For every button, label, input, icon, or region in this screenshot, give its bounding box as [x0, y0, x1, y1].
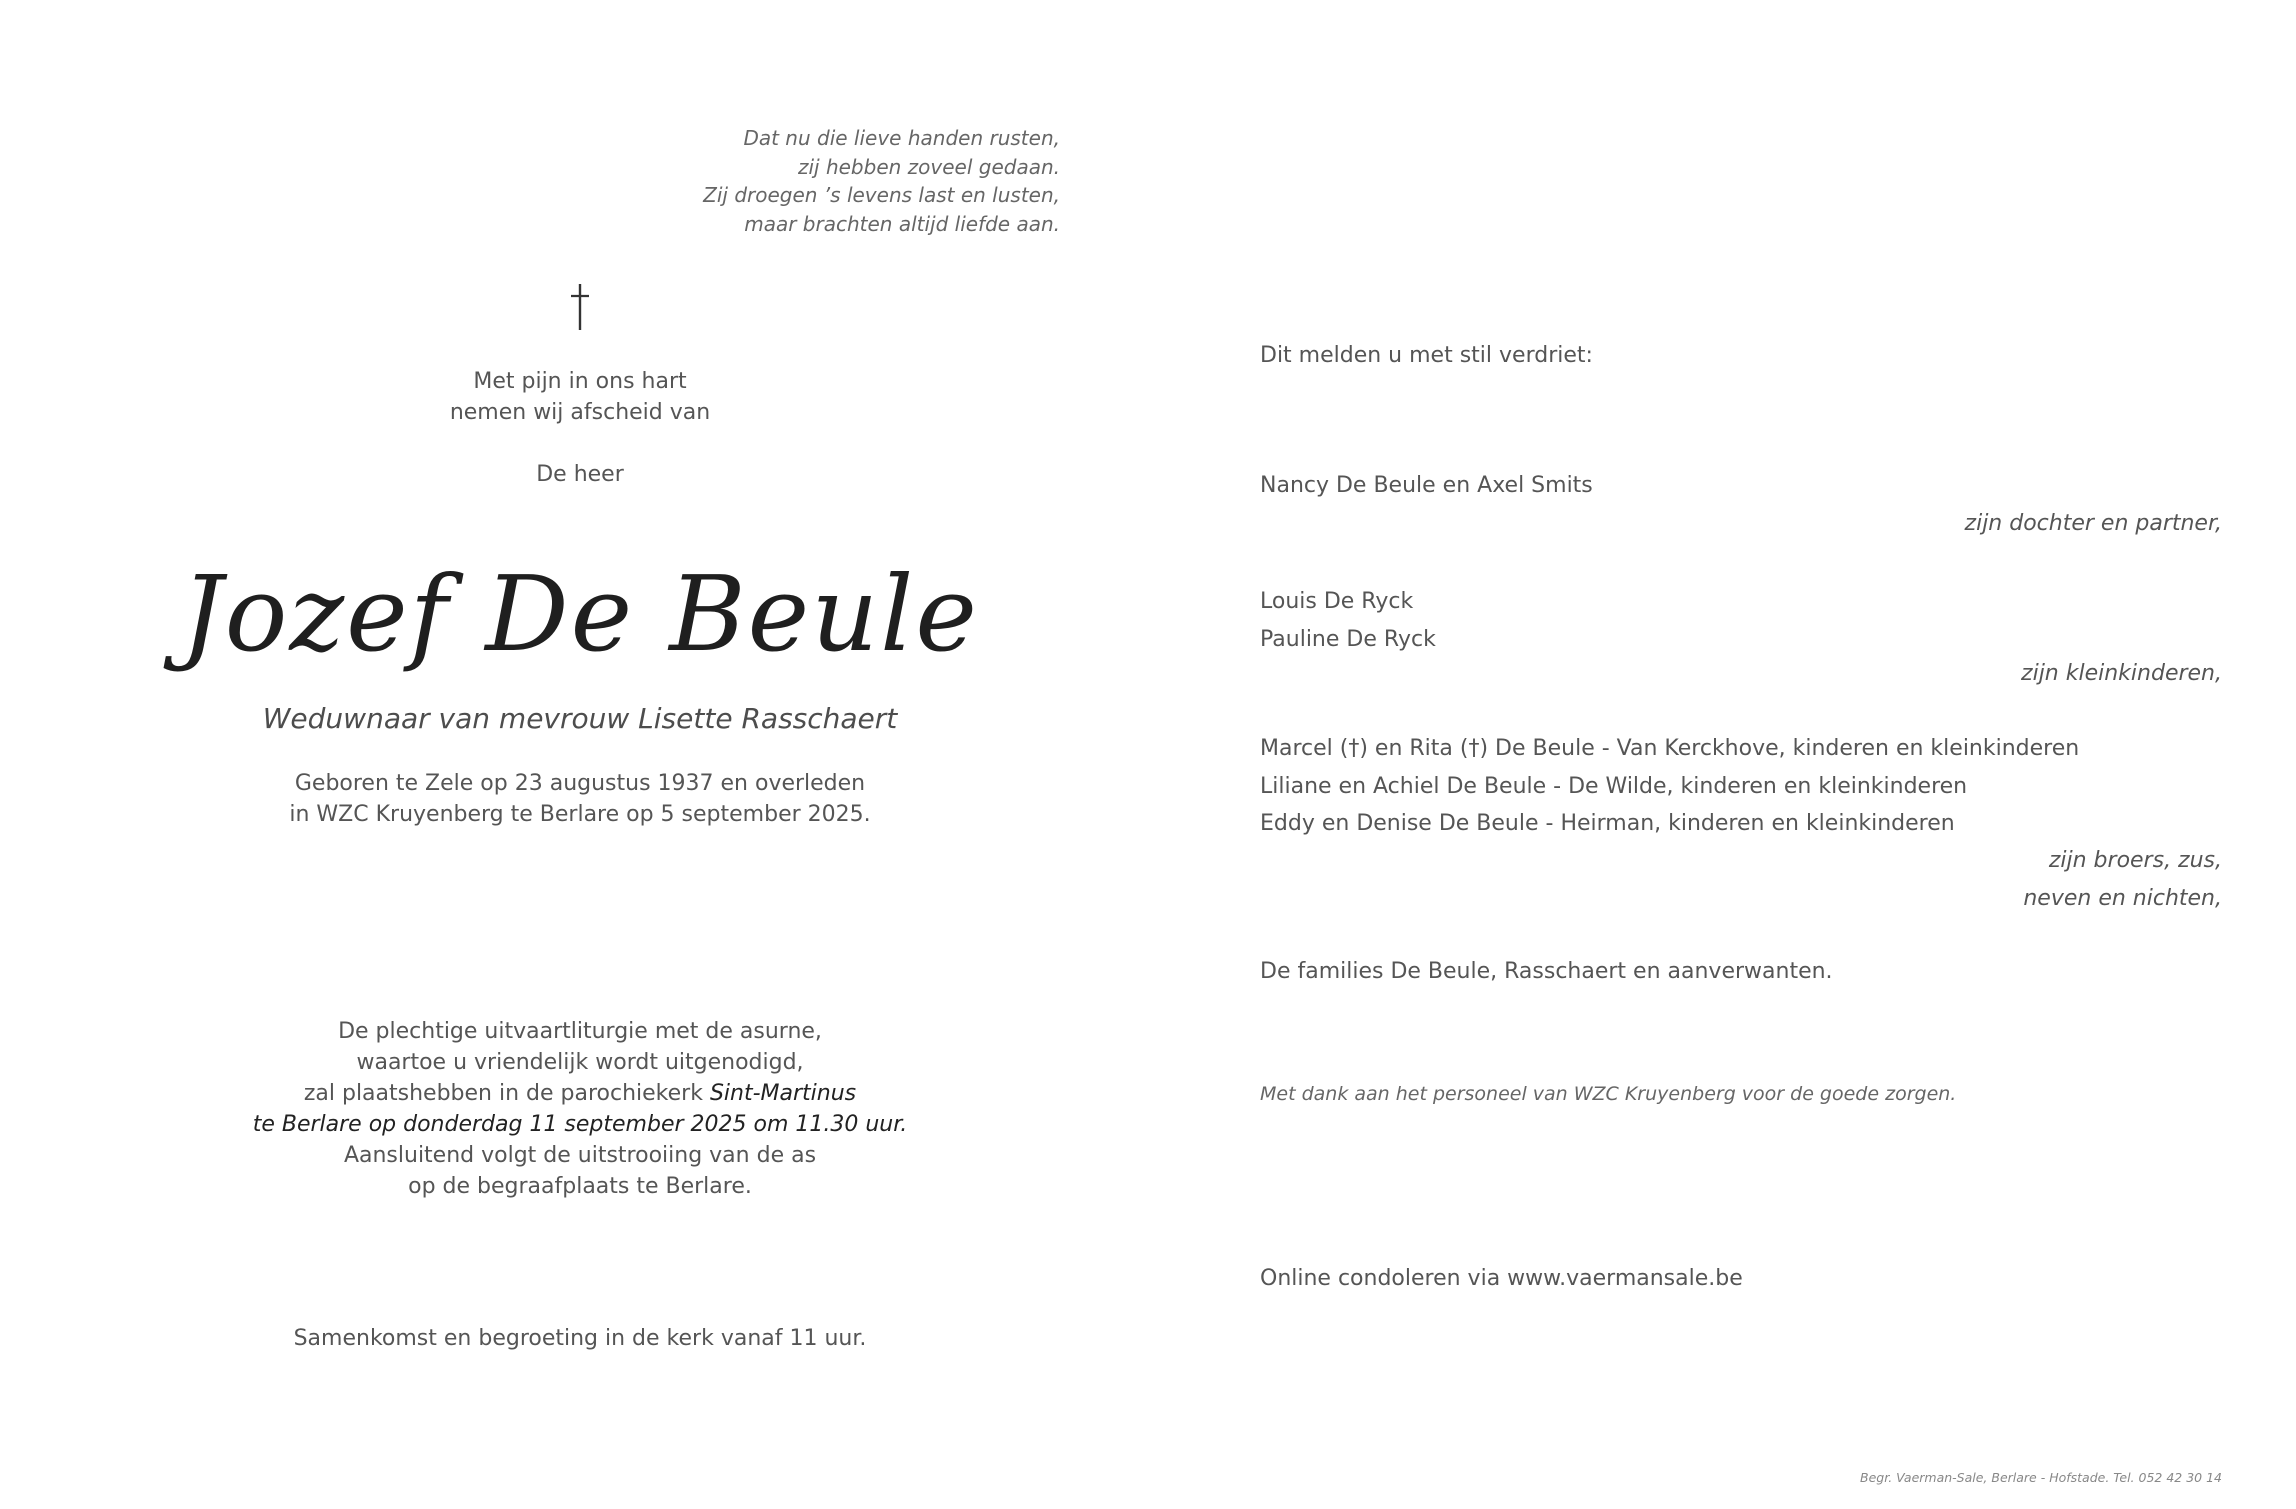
- poem-line: Dat nu die lieve handen rusten,: [743, 126, 1060, 150]
- service-line-1: De plechtige uitvaartliturgie met de asurne,: [338, 1019, 822, 1044]
- cross-icon: [540, 282, 620, 332]
- sibling-entry: Eddy en Denise De Beule - Heirman, kinderen en kleinkinderen: [1260, 811, 1955, 836]
- announcement: Dit melden u met stil verdriet:: [1260, 343, 1593, 368]
- siblings-list: [1260, 730, 2079, 843]
- online-condolence: Online condoleren via www.vaermansale.be: [1260, 1266, 1743, 1291]
- church-name: Sint-Martinus: [709, 1081, 857, 1106]
- sibling-entry: Marcel (†) en Rita (†) De Beule - Van Kerckhove, kinderen en kleinkinderen: [1260, 736, 2080, 761]
- grandchild-name: Pauline De Ryck: [1260, 626, 1436, 652]
- poem-line: Zij droegen ’s levens last en lusten,: [703, 183, 1060, 207]
- service-line-5: Aansluitend volgt de uitstrooiing van de as: [343, 1143, 817, 1168]
- intro-text: [330, 366, 830, 428]
- siblings-relation-1: zijn broers, zus,: [2048, 848, 2222, 873]
- siblings-relation: [2023, 842, 2222, 917]
- poem-line: maar brachten altijd liefde aan.: [744, 211, 1060, 236]
- birth-death-info: [230, 768, 930, 830]
- grandchildren-list: [1260, 583, 1436, 658]
- service-line-2: waartoe u vriendelijk wordt uitgenodigd,: [356, 1050, 804, 1075]
- funeral-home-footer: Begr. Vaerman-Sale, Berlare - Hofstade. Tel. 052 42 30 14: [1860, 1470, 2222, 1485]
- intro-line-1: Met pijn in ons hart: [473, 369, 687, 394]
- meeting-info: Samenkomst en begroeting in de kerk vanaf 11 uur.: [293, 1326, 867, 1351]
- service-line-3: [230, 1078, 930, 1109]
- thanks-note: Met dank aan het personeel van WZC Kruyenberg voor de goede zorgen.: [1260, 1083, 1957, 1105]
- deceased-name-text: Jozef De Beule: [181, 553, 979, 675]
- birth-line-1: Geboren te Zele op 23 augustus 1937 en overleden: [294, 771, 866, 796]
- daughter-relation: zijn dochter en partner,: [1964, 511, 2222, 536]
- salutation: De heer: [536, 462, 624, 487]
- service-line-3-prefix: zal plaatshebben in de parochiekerk: [303, 1081, 710, 1106]
- birth-line-2: in WZC Kruyenberg te Berlare op 5 september 2025.: [289, 802, 871, 827]
- intro-line-2: nemen wij afscheid van: [449, 400, 711, 425]
- funeral-service-info: [230, 1016, 930, 1202]
- siblings-relation-2: neven en nichten,: [2023, 885, 2222, 911]
- widow-line: Weduwnaar van mevrouw Lisette Rasschaert: [262, 702, 898, 735]
- daughter-names: Nancy De Beule en Axel Smits: [1260, 473, 1593, 498]
- families-line: De families De Beule, Rasschaert en aanverwanten.: [1260, 959, 1833, 984]
- grandchildren-relation: zijn kleinkinderen,: [2021, 661, 2222, 686]
- service-date: te Berlare op donderdag 11 september 2025 om 11.30 uur.: [252, 1112, 908, 1137]
- poem: [560, 124, 1060, 238]
- service-line-6: op de begraafplaats te Berlare.: [408, 1174, 752, 1199]
- deceased-name: [181, 530, 979, 710]
- poem-line: zij hebben zoveel gedaan.: [797, 154, 1060, 179]
- grandchild-name: Louis De Ryck: [1260, 589, 1414, 614]
- sibling-entry: Liliane en Achiel De Beule - De Wilde, kinderen en kleinkinderen: [1260, 773, 1968, 799]
